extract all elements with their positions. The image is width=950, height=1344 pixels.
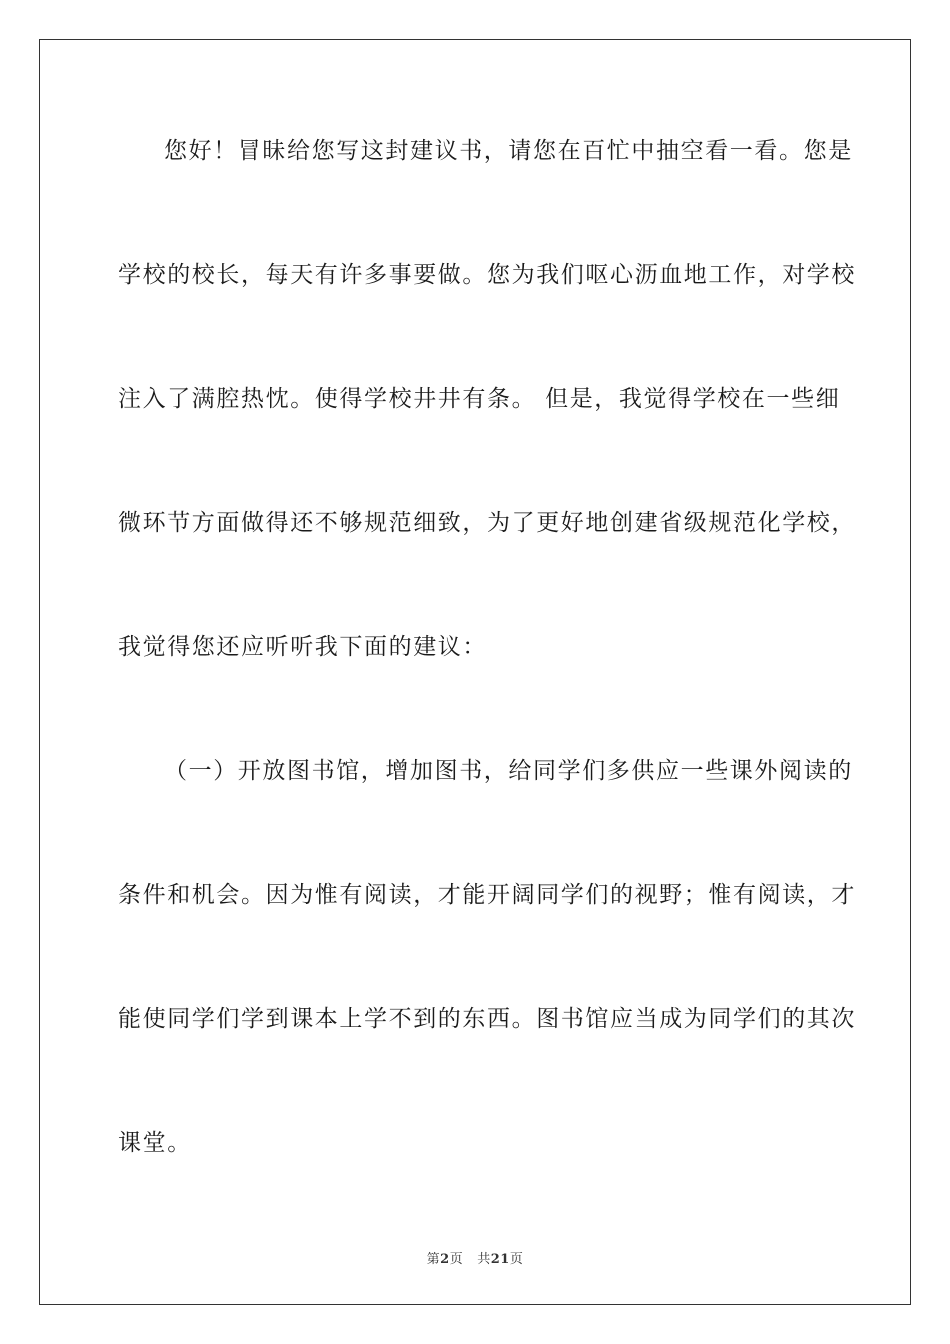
paragraph-line: 注入了满腔热忱。使得学校井井有条。 但是，我觉得学校在一些细	[118, 386, 841, 412]
page-suffix: 页	[449, 1252, 464, 1267]
paragraph-line: 我觉得您还应听听我下面的建议：	[118, 634, 487, 660]
paragraph-line: 学校的校长，每天有许多事要做。您为我们呕心沥血地工作，对学校	[118, 262, 856, 288]
paragraph-line: （一）开放图书馆，增加图书，给同学们多供应一些课外阅读的	[164, 758, 853, 784]
page-total: 21	[490, 1252, 510, 1267]
total-suffix: 页	[509, 1252, 524, 1267]
page-footer	[0, 1248, 950, 1267]
paragraph-line: 课堂。	[118, 1130, 192, 1156]
page-frame	[39, 39, 911, 1305]
paragraph-line: 能使同学们学到课本上学不到的东西。图书馆应当成为同学们的其次	[118, 1006, 856, 1032]
total-prefix: 共	[477, 1252, 491, 1267]
paragraph-line: 微环节方面做得还不够规范细致，为了更好地创建省级规范化学校，	[118, 510, 856, 536]
paragraph-line: 条件和机会。因为惟有阅读，才能开阔同学们的视野；惟有阅读，才	[118, 882, 856, 908]
paragraph-line: 您好！冒昧给您写这封建议书，请您在百忙中抽空看一看。您是	[164, 138, 853, 164]
page-current: 2	[440, 1252, 450, 1267]
page-prefix: 第	[426, 1252, 441, 1267]
